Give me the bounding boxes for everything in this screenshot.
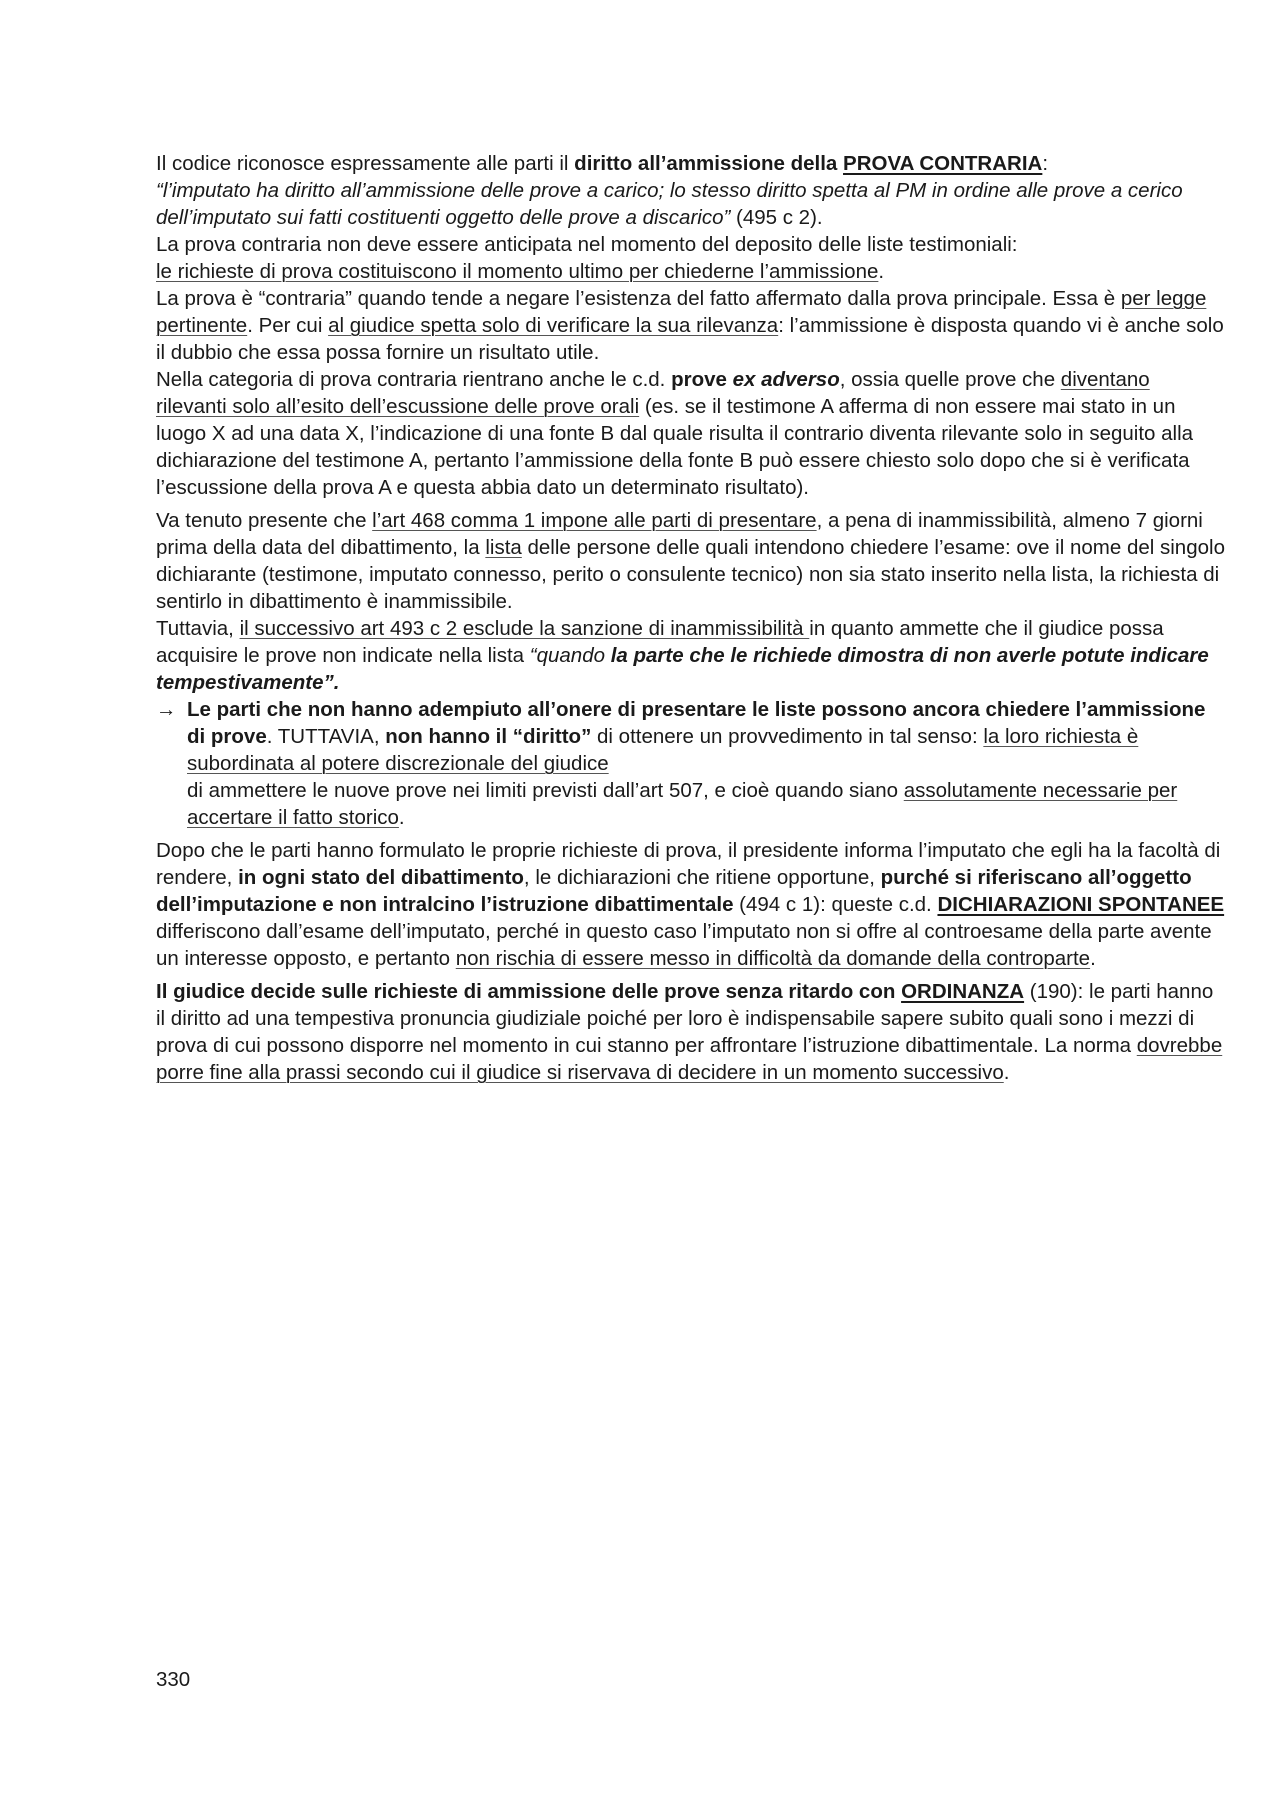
paragraph-dichiarazioni-spontanee: Dopo che le parti hanno formulato le proprie richieste di prova, il presidente informa l’imputato che egli ha la facoltà di rendere, in ogni stato del dibattimento, le dichiarazioni che ritiene opportune, purché si riferiscano all’oggetto dell’imputazione e non intralcino l’istruzione dibattimentale (494 c 1): queste c.d. DICHIARAZIONI SPONTANEE differiscono dall’esame dell’imputato, perché in questo caso l’imputato non si offre al controesame della parte avente un interesse opposto, e pertanto non rischia di essere messo in difficoltà da domande della controparte. — [156, 839, 1225, 970]
paragraph-arrow-note: → Le parti che non hanno adempiuto all’onere di presentare le liste possono ancora chiedere l’ammissione di prove. TUTTAVIA, non hanno il “diritto” di ottenere un provvedimento in tal senso: la loro richiesta è subordinata al potere discrezionale del giudice di ammettere le nuove prove nei limiti previsti dall’art 507, e cioè quando siano assolutamente necessarie per accertare il fatto storico. — [156, 698, 1206, 829]
heading-ordinanza: ORDINANZA — [901, 980, 1025, 1003]
paragraph-anticipata: La prova contraria non deve essere anticipata nel momento del deposito delle liste testimoniali: le richieste di prova costituiscono il momento ultimo per chiederne l’ammissione. — [156, 233, 1018, 283]
paragraph-prova-contraria: Il codice riconosce espressamente alle parti il diritto all’ammissione della PROVA CONTRARIA: “l’imputato ha diritto all’ammissione delle prove a carico; lo stesso diritto spetta al PM in ordine alle prove a cerico dell’imputato sui fatti costituenti oggetto delle prove a discarico” (495 c 2). — [156, 152, 1183, 229]
quote-art-495: “l’imputato ha diritto all’ammissione delle prove a carico; lo stesso diritto spetta al PM in ordine alle prove a cerico dell’imputato sui fatti costituenti oggetto delle prove a discarico” — [156, 179, 1183, 229]
paragraph-art-468: Va tenuto presente che l’art 468 comma 1 impone alle parti di presentare, a pena di inammissibilità, almeno 7 giorni prima della data del dibattimento, la lista delle persone delle quali intendono chiedere l’esame: ove il nome del singolo dichiarante (testimone, imputato connesso, perito o consulente tecnico) non sia stato inserito nella lista, la richiesta di sentirlo in dibattimento è inammissibile. — [156, 509, 1225, 613]
paragraph-ex-adverso: Nella categoria di prova contraria rientrano anche le c.d. prove ex adverso, ossia quelle prove che diventano rilevanti solo all’esito dell’escussione delle prove orali (es. se il testimone A afferma di non essere mai stato in un luogo X ad una data X, l’indicazione di una fonte B dal quale risulta il contrario diventa rilevante solo in seguito alla dichiarazione del testimone A, pertanto l’ammissione della fonte B può essere chiesto solo dopo che si è verificata l’escussione della prova A e questa abbia dato un determinato risultato). — [156, 368, 1194, 499]
heading-dichiarazioni-spontanee: DICHIARAZIONI SPONTANEE — [937, 893, 1225, 916]
paragraph-art-493: Tuttavia, il successivo art 493 c 2 esclude la sanzione di inammissibilità in quanto ammette che il giudice possa acquisire le prove non indicate nella lista “quando la parte che le richiede dimostra di non averle potute indicare tempestivamente”. — [156, 617, 1209, 694]
document-body — [156, 150, 1226, 1086]
heading-prova-contraria: PROVA CONTRARIA — [843, 152, 1043, 175]
paragraph-ordinanza: Il giudice decide sulle richieste di ammissione delle prove senza ritardo con ORDINANZA (190): le parti hanno il diritto ad una tempestiva pronuncia giudiziale poiché per loro è indispensabile sapere subito quali sono i mezzi di prova di cui possono disporre nel momento in cui stanno per affrontare l’istruzione dibattimentale. La norma dovrebbe porre fine alla prassi secondo cui il giudice si riservava di decidere in un momento successivo. — [156, 980, 1223, 1084]
paragraph-contraria-definizione: La prova è “contraria” quando tende a negare l’esistenza del fatto affermato dalla prova principale. Essa è per legge pertinente. Per cui al giudice spetta solo di verificare la sua rilevanza: l’ammissione è disposta quando vi è anche solo il dubbio che essa possa fornire un risultato utile. — [156, 287, 1224, 364]
arrow-right-icon: → — [156, 698, 177, 721]
page-number: 330 — [156, 1668, 191, 1691]
